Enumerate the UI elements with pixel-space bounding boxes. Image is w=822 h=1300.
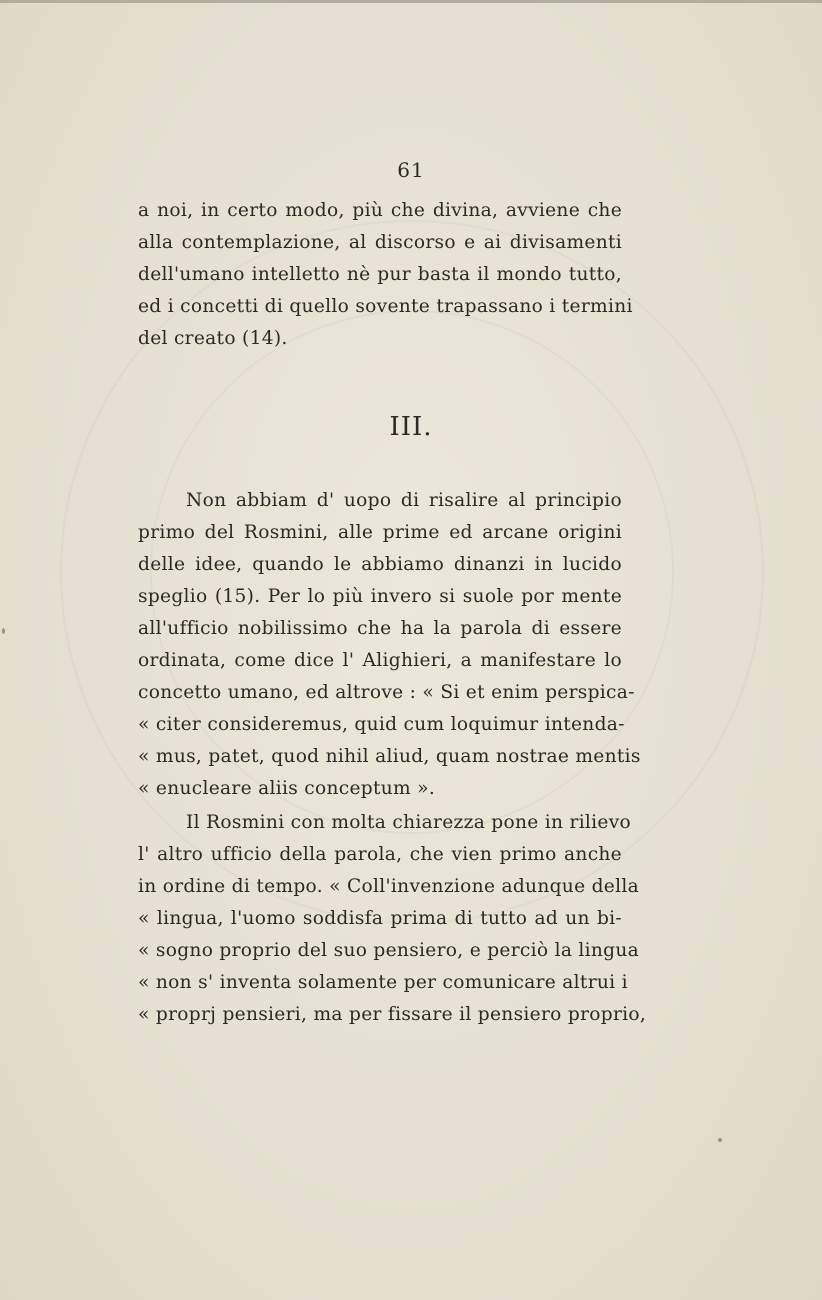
page-number: 61 [397,158,425,182]
paragraph-2-line-2: primo del Rosmini, alle prime ed arcane origini [138,522,622,543]
paragraph-1-line-1: a noi, in certo modo, più che divina, avviene che [138,200,622,221]
section-heading: III. [389,412,433,442]
paragraph-3-line-4: « lingua, l'uomo soddisfa prima di tutto ad un bi- [138,908,622,929]
paragraph-3-line-6: « non s' inventa solamente per comunicare altrui i [138,972,628,993]
paragraph-2-line-7: concetto umano, ed altrove : « Si et enim perspica- [138,682,635,703]
paper-speck [2,628,5,634]
paragraph-3-line-7: « proprj pensieri, ma per fissare il pensiero proprio, [138,1004,647,1025]
paragraph-1-line-4: ed i concetti di quello sovente trapassano i termini [138,296,633,317]
paragraph-1-line-5: del creato (14). [138,328,288,349]
paragraph-3-line-1: Il Rosmini con molta chiarezza pone in rilievo [186,812,632,833]
paragraph-2-line-5: all'ufficio nobilissimo che ha la parola di essere [138,618,622,639]
paragraph-2-line-6: ordinata, come dice l' Alighieri, a manifestare lo [138,650,622,671]
paragraph-3-line-5: « sogno proprio del suo pensiero, e perciò la lingua [138,940,640,961]
paragraph-2-line-9: « mus, patet, quod nihil aliud, quam nostrae mentis [138,746,641,767]
paragraph-3-line-2: l' altro ufficio della parola, che vien primo anche [138,844,622,865]
paragraph-2-line-8: « citer consideremus, quid cum loquimur intenda- [138,714,625,735]
paragraph-2-line-1: Non abbiam d' uopo di risalire al principio [186,490,622,511]
paragraph-2-line-3: delle idee, quando le abbiamo dinanzi in lucido [138,554,622,575]
paragraph-2-line-4: speglio (15). Per lo più invero si suole por mente [138,586,622,607]
page-top-edge [0,0,822,3]
paper-speck [718,1138,722,1142]
paragraph-2-line-10: « enucleare aliis conceptum ». [138,778,436,799]
paragraph-1-line-3: dell'umano intelletto nè pur basta il mondo tutto, [138,264,622,285]
paragraph-3-line-3: in ordine di tempo. « Coll'invenzione adunque della [138,876,639,897]
paragraph-1-line-2: alla contemplazione, al discorso e ai divisamenti [138,232,622,253]
